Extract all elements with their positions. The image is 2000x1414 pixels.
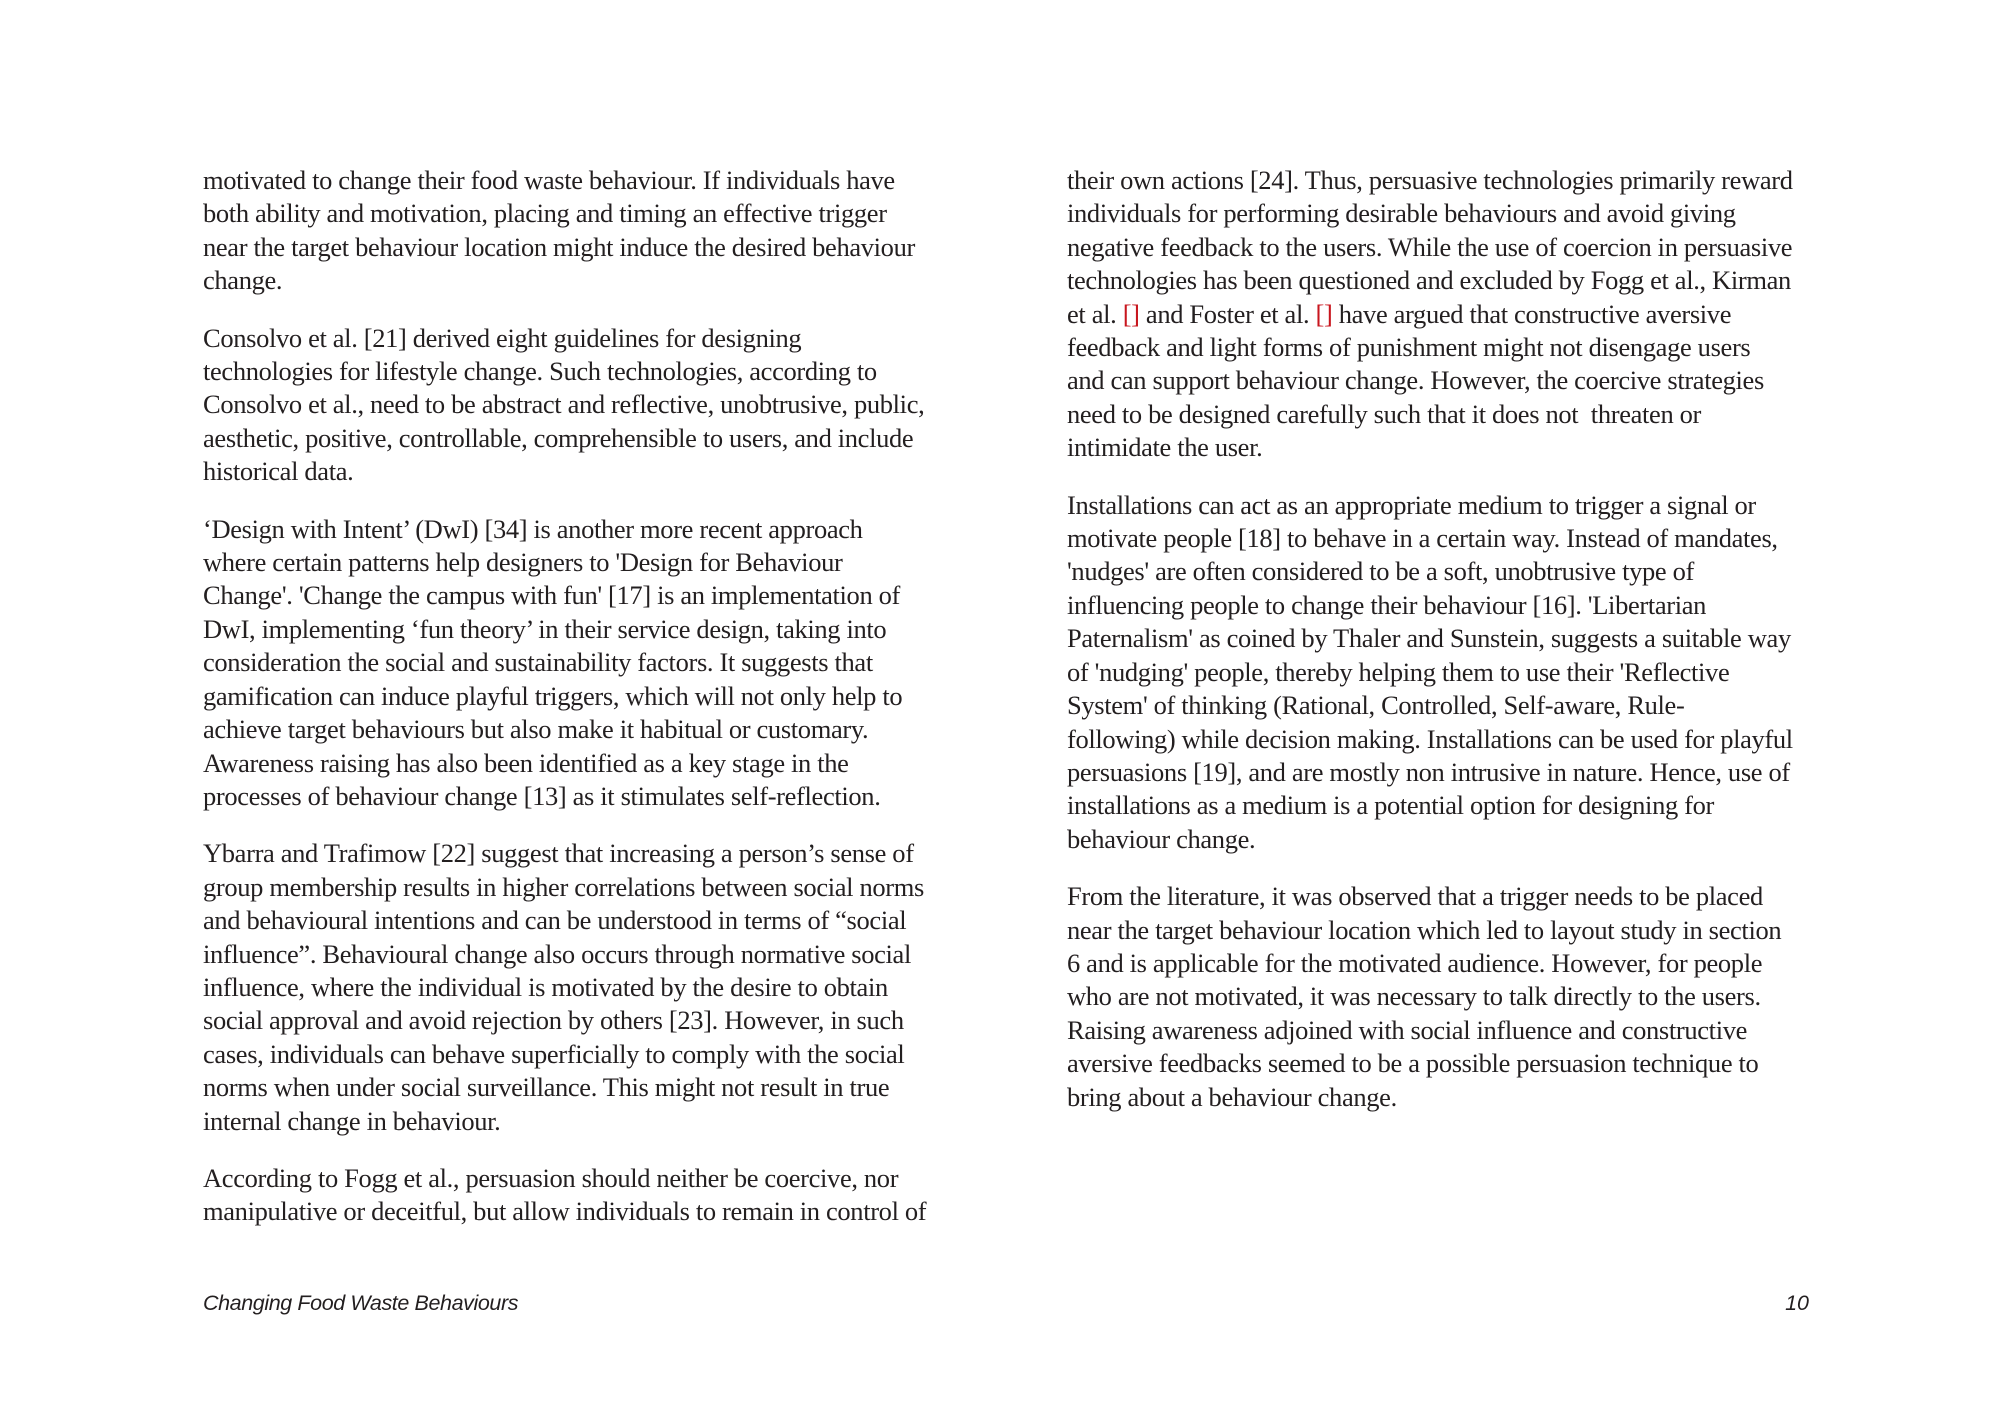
text-line: Paternalism' as coined by Thaler and Sunstein, suggests a suitable way [1067,623,1791,654]
text-line: Consolvo et al., need to be abstract and reflective, unobtrusive, public, [203,389,925,420]
text-line: 6 and is applicable for the motivated audience. However, for people [1067,947,1763,978]
text-line [1067,298,1827,331]
missing-citation-foster[interactable]: [] [1315,298,1333,329]
text-line: According to Fogg et al., persuasion should neither be coercive, nor [203,1162,899,1193]
text-line: individuals for performing desirable behaviours and avoid giving [1067,198,1736,229]
text-line: Ybarra and Trafimow [22] suggest that increasing a person’s sense of [203,838,914,869]
text-line: manipulative or deceitful, but allow individuals to remain in control of [203,1196,927,1227]
text-line: where certain patterns help designers to 'Design for Behaviour [203,547,843,578]
text-line: following) while decision making. Installations can be used for playful [1067,723,1793,754]
text-line: bring about a behaviour change. [1067,1081,1397,1112]
text-line: motivated to change their food waste behaviour. If individuals have [203,165,895,195]
text-line: internal change in behaviour. [203,1105,501,1136]
text-line: norms when under social surveillance. This might not result in true [203,1072,890,1103]
text-line: aversive feedbacks seemed to be a possible persuasion technique to [1067,1048,1759,1079]
text-fragment: and Foster et al. [1139,298,1316,329]
text-line: their own actions [24]. Thus, persuasive technologies primarily reward [1067,165,1793,195]
text-line: cases, individuals can behave superficially to comply with the social [203,1038,905,1069]
paragraph-consolvo-guidelines [203,322,963,489]
text-line: ‘Design with Intent’ (DwI) [34] is another more recent approach [203,513,863,544]
text-line: feedback and light forms of punishment might not disengage users [1067,332,1751,363]
text-line: technologies has been questioned and excluded by Fogg et al., Kirman [1067,265,1791,296]
paragraph-trigger-motivation [203,164,963,298]
text-line: Awareness raising has also been identified as a key stage in the [203,747,849,778]
text-line: System' of thinking (Rational, Controlled, Self-aware, Rule- [1067,690,1685,721]
text-line: near the target behaviour location which led to layout study in section [1067,914,1782,945]
text-line: achieve target behaviours but also make it habitual or customary. [203,714,869,745]
text-line: both ability and motivation, placing and timing an effective trigger [203,198,887,229]
text-line: processes of behaviour change [13] as it stimulates self-reflection. [203,780,881,811]
right-text-column [1067,164,1827,1138]
text-line: aesthetic, positive, controllable, comprehensible to users, and include [203,422,914,453]
text-line: need to be designed carefully such that it does not threaten or [1067,398,1701,429]
text-line: of 'nudging' people, thereby helping them to use their 'Reflective [1067,656,1730,687]
missing-citation-kirman[interactable]: [] [1122,298,1140,329]
text-line: and behavioural intentions and can be understood in terms of “social [203,905,907,936]
text-line: intimidate the user. [1067,432,1263,463]
text-line: Raising awareness adjoined with social influence and constructive [1067,1014,1748,1045]
text-line: historical data. [203,456,354,487]
running-footer-title: Changing Food Waste Behaviours [203,1291,519,1315]
text-line: motivate people [18] to behave in a certain way. Instead of mandates, [1067,523,1778,554]
text-line: and can support behaviour change. However, the coercive strategies [1067,365,1764,396]
text-line: influence”. Behavioural change also occurs through normative social [203,938,911,969]
text-line: Change'. 'Change the campus with fun' [17] is an implementation of [203,580,900,611]
text-line: persuasions [19], and are mostly non intrusive in nature. Hence, use of [1067,756,1790,787]
text-line: social approval and avoid rejection by others [23]. However, in such [203,1005,904,1036]
left-text-column [203,164,963,1253]
text-line: From the literature, it was observed that a trigger needs to be placed [1067,881,1763,912]
text-line: group membership results in higher correlations between social norms [203,871,924,902]
paragraph-installations [1067,489,1827,856]
text-fragment: have argued that constructive aversive [1332,298,1732,329]
text-line: 'nudges' are often considered to be a soft, unobtrusive type of [1067,556,1694,587]
text-fragment: et al. [1067,298,1123,329]
text-line: technologies for lifestyle change. Such technologies, according to [203,356,877,387]
text-line: consideration the social and sustainability factors. It suggests that [203,647,873,678]
text-line: who are not motivated, it was necessary to talk directly to the users. [1067,981,1761,1012]
text-line: Installations can act as an appropriate medium to trigger a signal or [1067,489,1756,520]
text-line: installations as a medium is a potential option for designing for [1067,790,1714,821]
text-line: DwI, implementing ‘fun theory’ in their service design, taking into [203,613,887,644]
text-line: Consolvo et al. [21] derived eight guidelines for designing [203,322,802,353]
paragraph-design-with-intent [203,513,963,814]
paragraph-fogg-persuasion [203,1162,963,1229]
page-number: 10 [1785,1291,1809,1315]
text-line: behaviour change. [1067,823,1256,854]
text-line: influencing people to change their behaviour [16]. 'Libertarian [1067,589,1707,620]
text-line: gamification can induce playful triggers, which will not only help to [203,680,903,711]
paragraph-literature-conclusion [1067,880,1827,1114]
paragraph-social-influence [203,837,963,1138]
text-line: change. [203,265,283,296]
text-line: negative feedback to the users. While the use of coercion in persuasive [1067,231,1793,262]
paragraph-persuasive-technologies [1067,164,1827,465]
text-line: influence, where the individual is motivated by the desire to obtain [203,971,888,1002]
text-line: near the target behaviour location might induce the desired behaviour [203,231,915,262]
